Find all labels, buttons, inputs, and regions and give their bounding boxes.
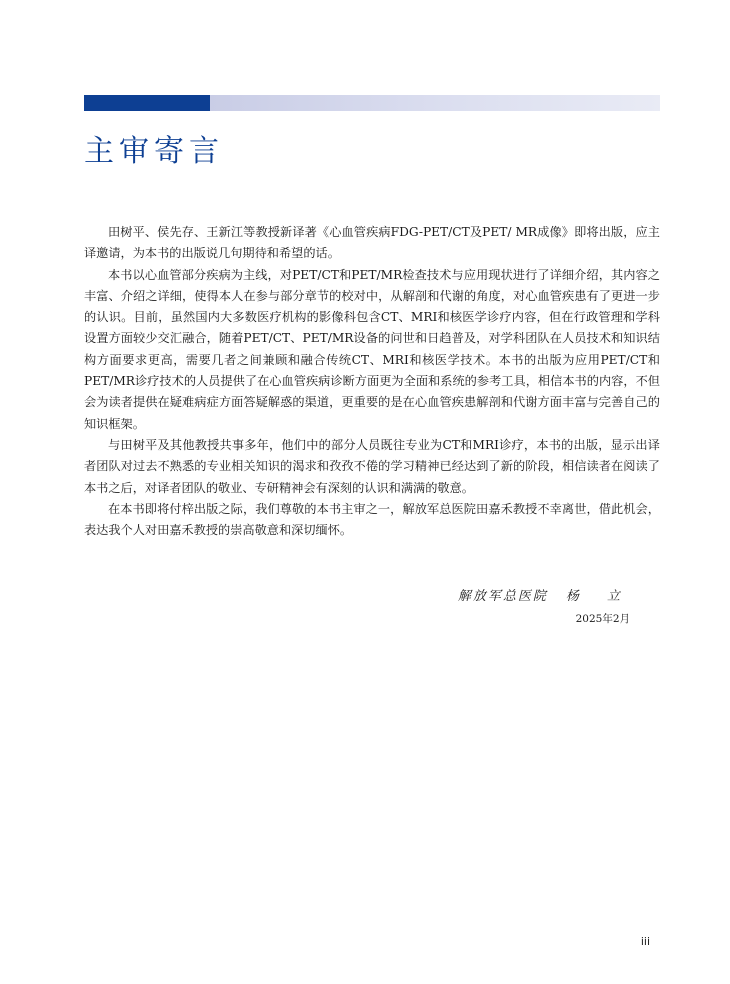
foreword-body — [84, 222, 660, 541]
signature-institution: 解放军总医院 — [457, 589, 548, 604]
signature-date: 2025年2月 — [575, 613, 630, 625]
page-number: iii — [640, 935, 650, 948]
paragraph-2: 本书以心血管部分疾病为主线，对PET/CT和PET/MR检查技术与应用现状进行了详细介绍，其内容之丰富、介绍之详细，使得本人在参与部分章节的校对中，从解剖和代谢的角度，对心血管疾患有了更进一步的认识。目前，虽然国内大多数医疗机构的影像科包含CT、MRI和核医学诊疗内容，但在行政管理和学科设置方面较少交汇融合，随着PET/CT、PET/MR设备的问世和日趋普及，对学科团队在人员技术和知识结构方面要求更高，需要几者之间兼顾和融合传统CT、MRI和核医学技术。本书的出版为应用PET/CT和PET/MR诊疗技术的人员提供了在心血管疾病诊断方面更为全面和系统的参考工具，相信本书的内容，不但会为读者提供在疑难病症方面答疑解惑的渠道，更重要的是在心血管疾患解剖和代谢方面丰富与完善自己的知识框架。 — [84, 267, 660, 431]
signature — [458, 585, 632, 604]
signature-name: 杨 立 — [565, 589, 632, 604]
page-title: 主审寄言 — [84, 134, 224, 169]
header-decoration-bar — [84, 95, 660, 111]
header-bar-accent — [84, 95, 210, 111]
paragraph-3: 与田树平及其他教授共事多年，他们中的部分人员既往专业为CT和MRI诊疗，本书的出版，显示出译者团队对过去不熟悉的专业相关知识的渴求和孜孜不倦的学习精神已经达到了新的阶段，相信读者在阅读了本书之后，对译者团队的敬业、专研精神会有深刻的认识和满满的敬意。 — [84, 437, 660, 495]
header-bar-gradient — [210, 95, 660, 111]
paragraph-1: 田树平、侯先存、王新江等教授新译著《心血管疾病FDG-PET/CT及PET/ MR成像》即将出版，应主译邀请，为本书的出版说几句期待和希望的话。 — [84, 225, 660, 261]
paragraph-4: 在本书即将付梓出版之际，我们尊敬的本书主审之一，解放军总医院田嘉禾教授不幸离世，借此机会，表达我个人对田嘉禾教授的崇高敬意和深切缅怀。 — [84, 501, 660, 538]
